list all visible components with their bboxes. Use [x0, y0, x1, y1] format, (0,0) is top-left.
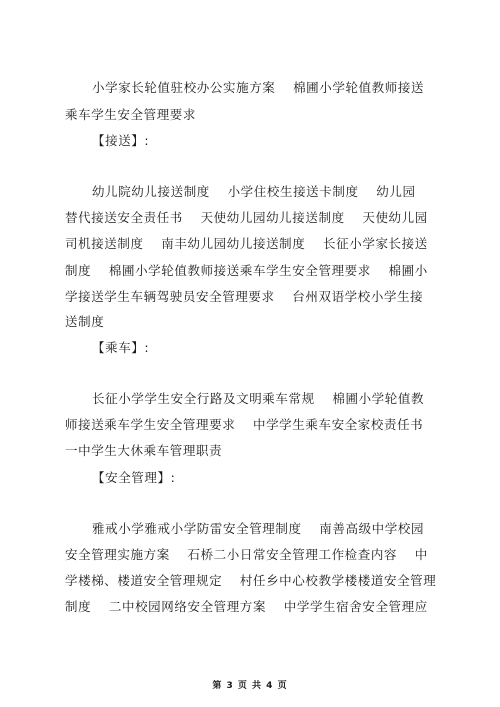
section-heading-pickup: 【接送】: — [92, 133, 150, 148]
text-line: 师接送乘车学生安全管理要求 中学学生乘车安全家校责任书 — [65, 417, 424, 432]
text-line: 乘车学生安全管理要求 — [65, 107, 197, 122]
text-line: 学楼梯、楼道安全管理规定 村任乡中心校教学楼楼道安全管理 — [65, 573, 437, 588]
text-line: 雅戒小学雅戒小学防雷安全管理制度 南善高级中学校园 — [92, 521, 425, 536]
text-line: 替代接送安全责任书 天使幼儿园幼儿接送制度 天使幼儿园 — [65, 210, 428, 225]
text-line: 小学家长轮值驻校办公实施方案 棉圃小学轮值教师接送 — [92, 80, 425, 95]
text-line: 幼儿院幼儿接送制度 小学住校生接送卡制度 幼儿园 — [92, 184, 416, 199]
text-line: 制度 棉圃小学轮值教师接送乘车学生安全管理要求 棉圃小 — [65, 263, 428, 278]
text-line: 司机接送制度 南丰幼儿园幼儿接送制度 长征小学家长接送 — [65, 236, 428, 251]
text-line: 一中学生大休乘车管理职责 — [65, 443, 223, 458]
section-heading-safety: 【安全管理】: — [92, 470, 176, 485]
text-line: 长征小学学生安全行路及文明乘车常规 棉圃小学轮值教 — [92, 391, 425, 406]
text-line: 安全管理实施方案 石桥二小日常安全管理工作检查内容 中 — [65, 547, 428, 562]
section-heading-riding: 【乘车】: — [92, 340, 150, 355]
text-line: 学接送学生车辆驾驶员安全管理要求 台州双语学校小学生接 — [65, 289, 424, 304]
text-line: 制度 二中校园网络安全管理方案 中学学生宿舍安全管理应 — [65, 599, 428, 614]
page-footer: 第 3 页 共 4 页 — [212, 681, 288, 691]
text-line: 送制度 — [65, 314, 105, 329]
